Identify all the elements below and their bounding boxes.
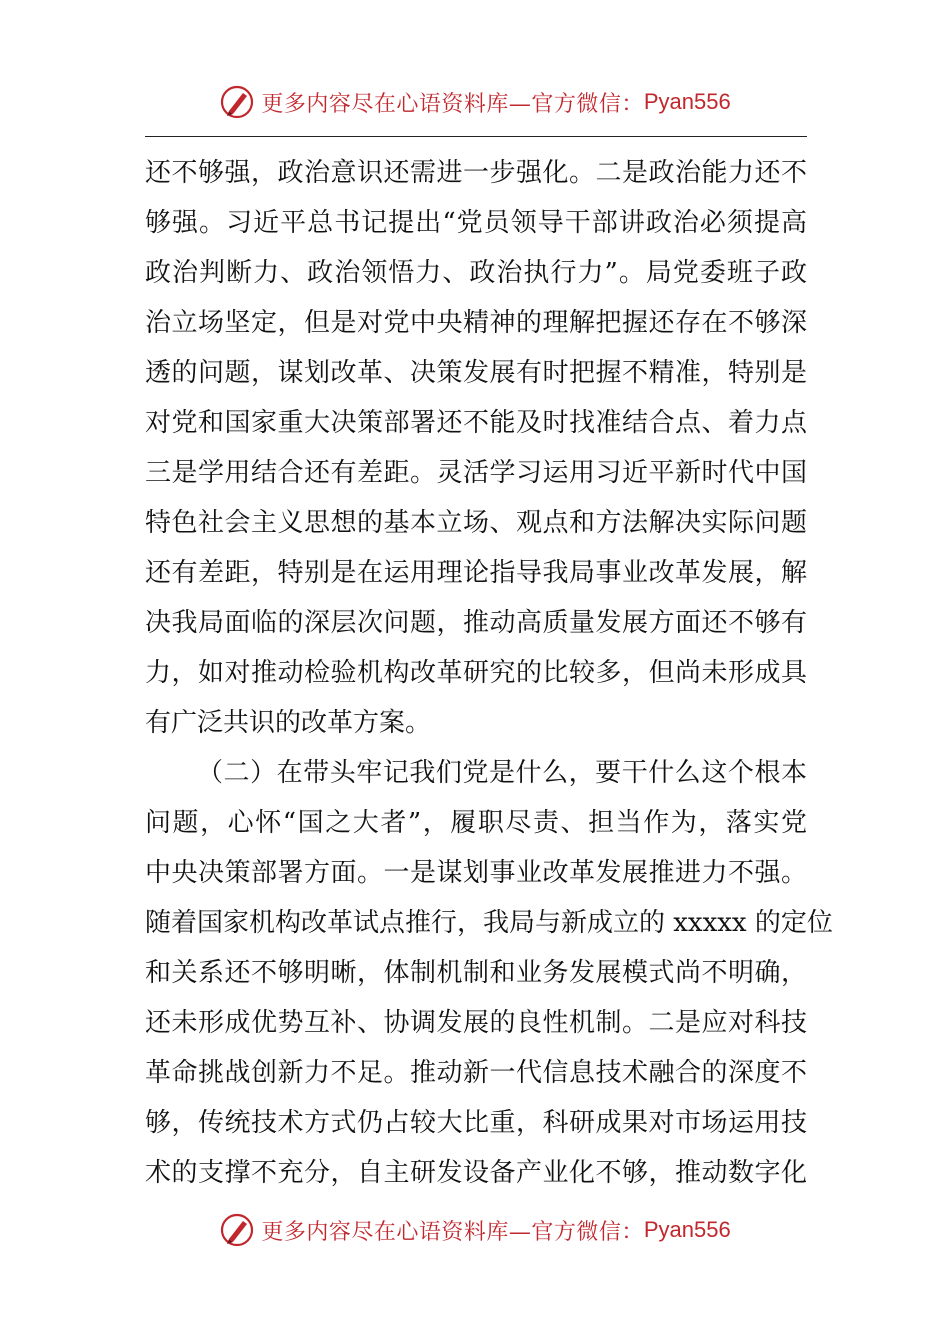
text-line: 革命挑战创新力不足。推动新一代信息技术融合的深度不	[145, 1058, 807, 1088]
text-line: 有广泛共识的改革方案。	[145, 708, 432, 738]
section-heading-line: （二）在带头牢记我们党是什么，要干什么这个根本	[197, 758, 807, 788]
text-line: 力，如对推动检验机构改革研究的比较多，但尚未形成具	[145, 658, 807, 688]
watermark-wechat-id: Pyan556	[643, 89, 731, 114]
text-line: 中央决策部署方面。一是谋划事业改革发展推进力不强。	[145, 858, 807, 888]
text-line: 治立场坚定，但是对党中央精神的理解把握还存在不够深	[145, 308, 807, 338]
watermark-wechat-id: Pyan556	[643, 1217, 731, 1242]
text-line: 决我局面临的深层次问题，推动高质量发展方面还不够有	[145, 608, 807, 638]
text-line: 够强。习近平总书记提出“党员领导干部讲政治必须提高	[145, 208, 807, 238]
text-line: 和关系还不够明晰，体制机制和业务发展模式尚不明确，	[145, 958, 807, 988]
text-line: 特色社会主义思想的基本立场、观点和方法解决实际问题	[145, 508, 807, 538]
watermark-text: 更多内容尽在心语资料库—官方微信：	[261, 91, 644, 117]
text-line: 对党和国家重大决策部署还不能及时找准结合点、着力点	[145, 408, 807, 438]
text-line: 透的问题，谋划改革、决策发展有时把握不精准，特别是	[145, 358, 807, 388]
text-line: 政治判断力、政治领悟力、政治执行力”。局党委班子政	[145, 258, 807, 288]
text-line: 术的支撑不充分，自主研发设备产业化不够，推动数字化	[145, 1158, 807, 1188]
text-line: 三是学用结合还有差距。灵活学习运用习近平新时代中国	[145, 458, 807, 488]
pen-logo-icon	[219, 1212, 255, 1248]
document-body	[145, 148, 833, 1198]
watermark-footer	[0, 1210, 950, 1250]
text-line: 够，传统技术方式仍占较大比重，科研成果对市场运用技	[145, 1108, 807, 1138]
text-line: 还未形成优势互补、协调发展的良性机制。二是应对科技	[145, 1008, 807, 1038]
watermark-header	[0, 82, 950, 122]
text-line: 还有差距，特别是在运用理论指导我局事业改革发展，解	[145, 558, 807, 588]
header-rule	[145, 136, 807, 137]
text-line: 随着国家机构改革试点推行，我局与新成立的 xxxxx 的定位	[145, 908, 833, 938]
watermark-text: 更多内容尽在心语资料库—官方微信：	[261, 1219, 644, 1245]
text-line: 问题，心怀“国之大者”，履职尽责、担当作为，落实党	[145, 808, 807, 838]
pen-logo-icon	[219, 84, 255, 120]
text-line: 还不够强，政治意识还需进一步强化。二是政治能力还不	[145, 158, 807, 188]
